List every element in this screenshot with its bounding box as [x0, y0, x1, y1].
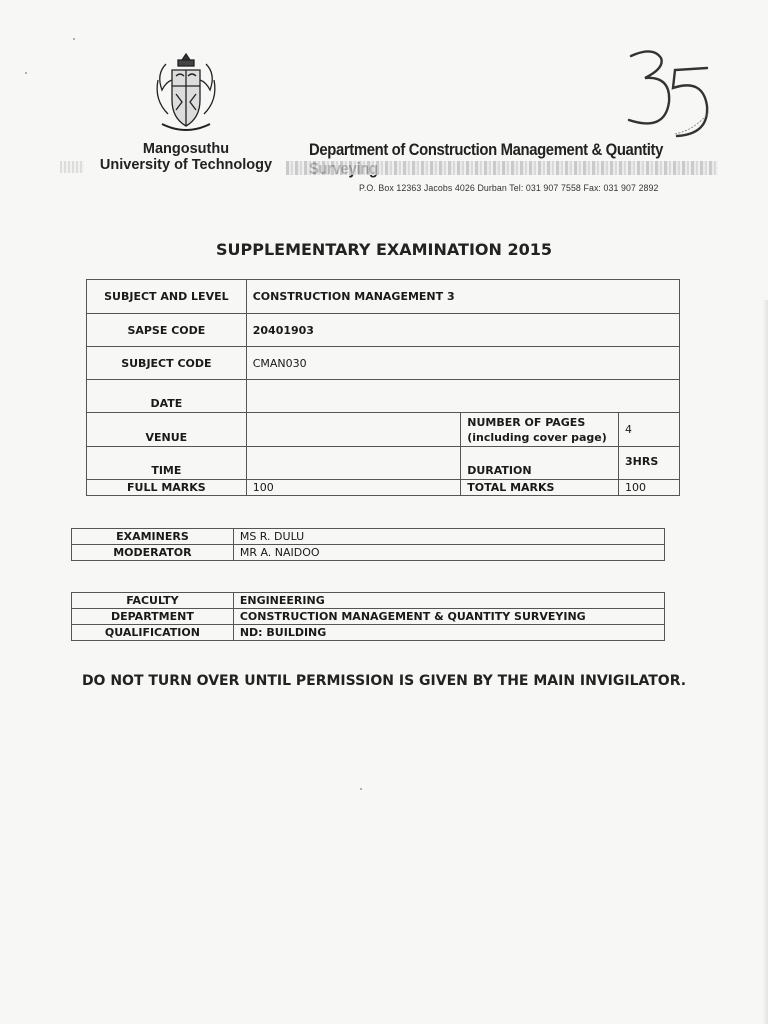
qualification-value: ND: BUILDING: [233, 625, 664, 641]
university-name: [86, 141, 286, 173]
university-crest-icon: [152, 50, 220, 138]
subject-and-level-label: SUBJECT AND LEVEL: [87, 280, 247, 314]
35-anniversary-logo: [615, 42, 715, 140]
qualification-label: QUALIFICATION: [72, 625, 234, 641]
venue-value: [246, 413, 461, 447]
table-row: [72, 609, 665, 625]
table-row: [72, 529, 665, 545]
invigilator-warning: DO NOT TURN OVER UNTIL PERMISSION IS GIVEN BY THE MAIN INVIGILATOR.: [81, 673, 687, 689]
time-label: TIME: [87, 447, 247, 480]
exam-title: SUPPLEMENTARY EXAMINATION 2015: [215, 240, 552, 259]
table-row: [87, 347, 680, 380]
table-row: [72, 545, 665, 561]
scan-speck: [360, 788, 362, 790]
subject-and-level-value: CONSTRUCTION MANAGEMENT 3: [246, 280, 679, 314]
number-of-pages-label-line2: (including cover page): [467, 430, 607, 444]
table-row: [87, 380, 680, 413]
staff-table: [71, 528, 665, 561]
number-of-pages-label-line1: NUMBER OF PAGES: [467, 415, 586, 429]
examiners-label: EXAMINERS: [72, 529, 234, 545]
full-marks-label: FULL MARKS: [87, 480, 247, 496]
moderator-label: MODERATOR: [72, 545, 234, 561]
duration-label: DURATION: [461, 447, 619, 480]
table-row: [87, 447, 680, 480]
university-name-line2: University of Technology: [99, 157, 273, 173]
scan-edge-shadow: [762, 300, 768, 1024]
date-label: DATE: [87, 380, 247, 413]
venue-label: VENUE: [87, 413, 247, 447]
department-value: CONSTRUCTION MANAGEMENT & QUANTITY SURVEYING: [233, 609, 664, 625]
faculty-value: ENGINEERING: [233, 593, 664, 609]
faculty-label: FACULTY: [72, 593, 234, 609]
examiners-value: MS R. DULU: [233, 529, 664, 545]
scan-speck: [73, 38, 75, 40]
subject-code-label: SUBJECT CODE: [87, 347, 247, 380]
programme-table: [71, 592, 665, 641]
total-marks-label: TOTAL MARKS: [461, 480, 619, 496]
sapse-code-value: 20401903: [246, 314, 679, 347]
exam-details-table: [86, 279, 680, 496]
total-marks-value: 100: [619, 480, 680, 496]
table-row: [87, 280, 680, 314]
scan-speck: [25, 72, 27, 74]
number-of-pages-label: [461, 413, 619, 447]
moderator-value: MR A. NAIDOO: [233, 545, 664, 561]
number-of-pages-value: 4: [619, 413, 680, 447]
time-value: [246, 447, 461, 480]
university-name-line1: Mangosuthu: [142, 141, 230, 157]
subject-code-value: CMAN030: [246, 347, 679, 380]
department-label: DEPARTMENT: [72, 609, 234, 625]
decorative-stripe-left: [60, 161, 84, 173]
table-row: [87, 314, 680, 347]
table-row: [72, 625, 665, 641]
table-row: [72, 593, 665, 609]
table-row: [87, 413, 680, 447]
full-marks-value: 100: [246, 480, 461, 496]
date-value: [246, 380, 679, 413]
table-row: [87, 480, 680, 496]
department-title: Department of Construction Management & Quantity: [309, 141, 663, 159]
decorative-stripe: [286, 161, 718, 175]
contact-details: P.O. Box 12363 Jacobs 4026 Durban Tel: 031 907 7558 Fax: 031 907 2892: [359, 183, 659, 193]
duration-value: 3HRS: [619, 447, 680, 480]
sapse-code-label: SAPSE CODE: [87, 314, 247, 347]
